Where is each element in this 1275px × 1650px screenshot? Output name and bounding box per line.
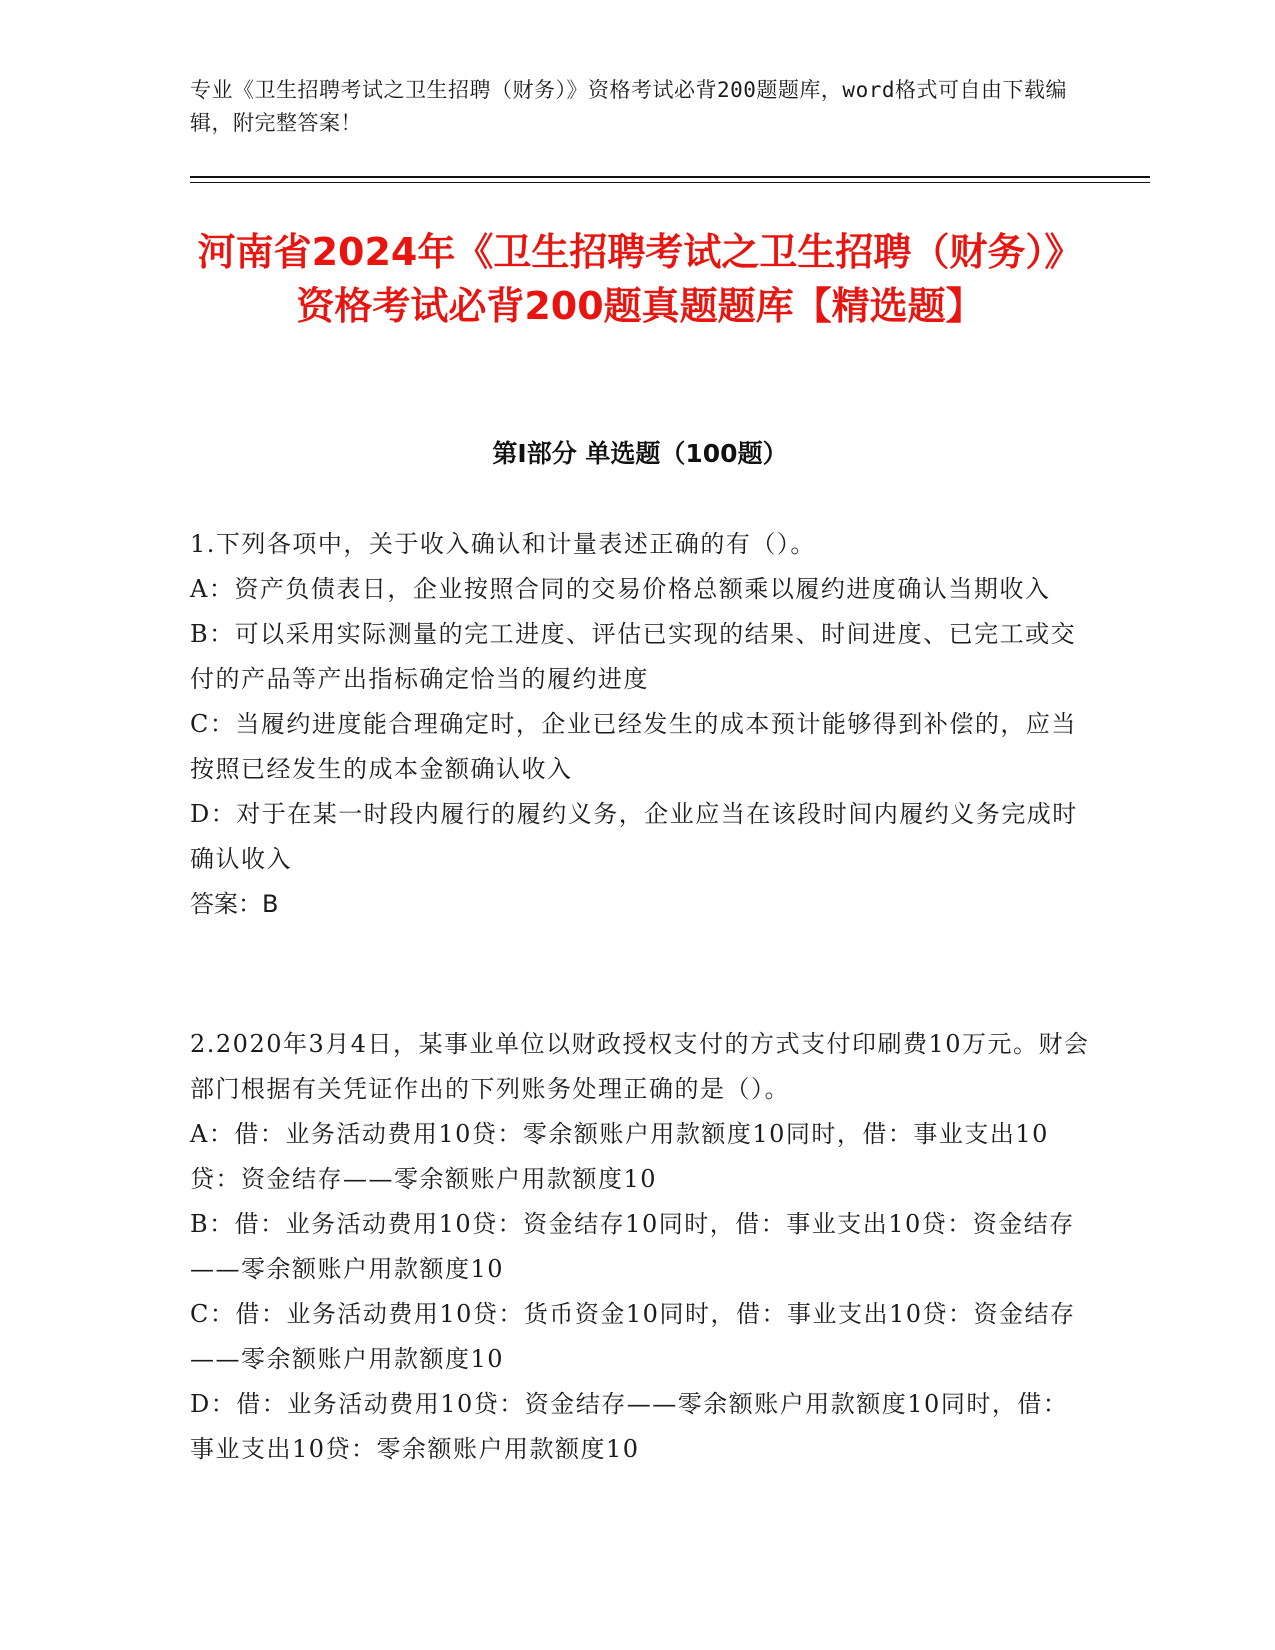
question-stem: 1.下列各项中，关于收入确认和计量表述正确的有（）。 — [190, 530, 816, 558]
option-d: D：对于在某一时段内履行的履约义务，企业应当在该段时间内履约义务完成时确认收入 — [190, 800, 1078, 873]
option-a: A：资产负债表日，企业按照合同的交易价格总额乘以履约进度确认当期收入 — [190, 575, 1051, 603]
question-1 — [190, 522, 1090, 927]
option-b: B：借：业务活动费用10贷：资金结存10同时，借：事业支出10贷：资金结存——零余额账户用款额度10 — [190, 1210, 1075, 1283]
answer: 答案：B — [190, 890, 279, 918]
header-note: 专业《卫生招聘考试之卫生招聘（财务）》资格考试必背200题题库，word格式可自由下载编辑，附完整答案！ — [190, 78, 1067, 135]
option-c: C：借：业务活动费用10贷：货币资金10同时，借：事业支出10贷：资金结存——零余额账户用款额度10 — [190, 1300, 1076, 1373]
option-d: D：借：业务活动费用10贷：资金结存——零余额账户用款额度10同时，借：事业支出10贷：零余额账户用款额度10 — [190, 1390, 1069, 1463]
document-title: 河南省2024年《卫生招聘考试之卫生招聘（财务）》资格考试必背200题真题题库【精选题】 — [197, 230, 1083, 328]
header-divider-thin — [190, 182, 1150, 183]
option-a: A：借：业务活动费用10贷：零余额账户用款额度10同时，借：事业支出10贷：资金结存——零余额账户用款额度10 — [190, 1120, 1049, 1193]
question-stem: 2.2020年3月4日，某事业单位以财政授权支付的方式支付印刷费10万元。财会部门根据有关凭证作出的下列账务处理正确的是（）。 — [190, 1030, 1090, 1103]
section-heading: 第I部分 单选题（100题） — [492, 439, 788, 468]
question-2 — [190, 1022, 1090, 1472]
option-c: C：当履约进度能合理确定时，企业已经发生的成本预计能够得到补偿的，应当按照已经发生的成本金额确认收入 — [190, 710, 1077, 783]
option-b: B：可以采用实际测量的完工进度、评估已实现的结果、时间进度、已完工或交付的产品等产出指标确定恰当的履约进度 — [190, 620, 1077, 693]
header-divider-thick — [190, 176, 1150, 178]
